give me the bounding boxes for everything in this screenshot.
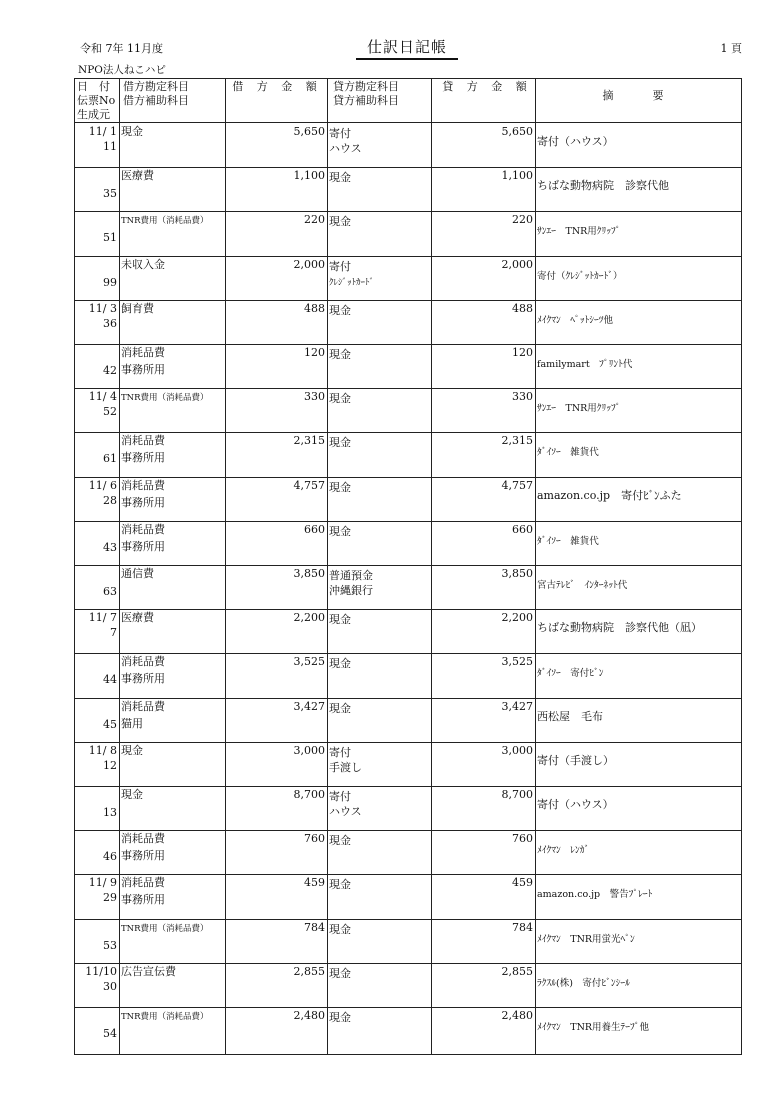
row-divider [75, 1007, 741, 1008]
memo-text: ｻﾝｴｰ TNR用ｸﾘｯﾌﾟ [537, 403, 621, 415]
row-divider [75, 786, 741, 787]
credit-amount: 3,850 [501, 567, 533, 580]
credit-account: 寄付 [329, 127, 351, 140]
debit-account: 通信費 [121, 567, 154, 580]
credit-account: 現金 [329, 1011, 351, 1024]
slip-number: 44 [103, 673, 117, 687]
debit-account: TNR費用（消耗品費） [121, 923, 209, 934]
memo-text: ﾒｲｸﾏﾝ ﾍﾟｯﾄｼｰﾂ他 [537, 314, 614, 326]
debit-sub-account: 事務所用 [121, 539, 165, 553]
credit-account: 現金 [329, 171, 351, 185]
debit-amount: 3,850 [293, 567, 325, 580]
memo-text: ﾀﾞｲｿｰ 雑貨代 [537, 447, 599, 459]
entry-date: 11/ 7 [88, 611, 117, 625]
memo-text: ﾒｲｸﾏﾝ ﾚﾝｶﾞ [537, 845, 590, 857]
debit-amount: 3,427 [293, 699, 325, 713]
debit-amount: 784 [304, 920, 325, 934]
slip-number: 42 [103, 364, 117, 377]
memo-text: ﾀﾞｲｿｰ 雑貨代 [537, 535, 599, 547]
debit-account-header [123, 80, 189, 108]
credit-account: 現金 [329, 215, 351, 229]
credit-amount: 330 [512, 390, 533, 404]
credit-amount-header: 貸 方 金 額 [442, 80, 532, 93]
debit-sub-header-line: 借方補助科目 [123, 94, 189, 107]
credit-amount: 1,100 [501, 169, 533, 183]
credit-amount: 760 [512, 832, 533, 846]
debit-amount: 5,650 [293, 125, 325, 138]
credit-amount: 488 [512, 301, 533, 315]
debit-account: TNR費用（消耗品費） [121, 1012, 209, 1022]
credit-amount: 4,757 [501, 478, 533, 492]
row-divider [75, 344, 741, 345]
memo-text: ちばな動物病院 診察代他（凪） [537, 621, 702, 635]
debit-account: 消耗品費 [121, 346, 165, 359]
memo-text: 寄付（手渡し） [537, 753, 614, 767]
debit-amount: 4,757 [293, 478, 325, 492]
slip-number: 46 [103, 850, 117, 864]
debit-amount: 8,700 [293, 788, 325, 801]
credit-account: 現金 [329, 701, 351, 715]
debit-account: 消耗品費 [121, 876, 165, 890]
credit-account: 現金 [329, 966, 351, 980]
credit-account: 寄付 [329, 745, 351, 759]
credit-account: 現金 [329, 834, 351, 848]
credit-account: 現金 [329, 613, 351, 627]
debit-account: 消耗品費 [121, 478, 165, 492]
credit-amount: 2,480 [501, 1009, 533, 1022]
credit-amount: 3,427 [501, 699, 533, 713]
credit-account: 普通預金 [329, 569, 373, 582]
debit-sub-account: 事務所用 [121, 495, 165, 509]
slip-number: 53 [103, 938, 117, 952]
debit-account: 消耗品費 [121, 655, 165, 669]
debit-amount: 2,855 [293, 964, 325, 978]
debit-sub-account: 事務所用 [121, 893, 165, 907]
credit-account: 寄付 [329, 790, 351, 803]
slip-number: 35 [103, 187, 117, 201]
credit-sub-account: ハウス [329, 142, 362, 155]
table-row [75, 830, 741, 874]
entry-date: 11/ 9 [88, 876, 117, 890]
table-row [75, 521, 741, 565]
memo-text: ﾗｸｽﾙ(株) 寄付ﾋﾞﾝｼｰﾙ [537, 977, 630, 989]
period-label: 令和 7年 11月度 [80, 42, 163, 55]
debit-account: 飼育費 [121, 301, 154, 315]
table-row [75, 963, 741, 1007]
credit-amount: 3,000 [501, 743, 533, 757]
memo-text: 寄付（ｸﾚｼﾞｯﾄｶｰﾄﾞ） [537, 270, 623, 282]
slip-number: 54 [103, 1027, 117, 1040]
credit-account: 現金 [329, 657, 351, 671]
credit-account: 寄付 [329, 259, 351, 273]
entry-date: 11/ 8 [88, 743, 117, 757]
entry-date: 11/ 3 [88, 301, 117, 315]
debit-sub-account: 事務所用 [121, 363, 165, 376]
row-divider [75, 830, 741, 831]
memo-text: ﾒｲｸﾏﾝ TNR用養生ﾃｰﾌﾟ他 [537, 1022, 650, 1033]
slip-number: 52 [103, 405, 117, 419]
table-row [75, 565, 741, 609]
row-divider [75, 919, 741, 920]
debit-amount: 488 [304, 301, 325, 315]
debit-amount: 120 [304, 346, 325, 359]
row-divider [75, 432, 741, 433]
memo-text: familymart ﾌﾟﾘﾝﾄ代 [537, 359, 633, 370]
table-row [75, 477, 741, 521]
debit-account: 広告宣伝費 [121, 964, 176, 978]
document-title: 仕訳日記帳 [356, 36, 458, 60]
row-divider [75, 874, 741, 875]
table-row [75, 698, 741, 742]
credit-account: 現金 [329, 303, 351, 317]
table-row [75, 919, 741, 963]
row-divider [75, 963, 741, 964]
memo-header: 摘 要 [602, 89, 678, 102]
credit-amount: 2,200 [501, 611, 533, 625]
credit-account: 現金 [329, 348, 351, 361]
date-column-header [77, 80, 121, 122]
credit-account: 現金 [329, 922, 351, 936]
table-row [75, 653, 741, 697]
credit-amount: 220 [512, 213, 533, 227]
table-row [75, 300, 741, 344]
debit-amount: 2,000 [293, 257, 325, 271]
debit-account: 医療費 [121, 169, 154, 183]
table-row [75, 786, 741, 830]
debit-sub-account: 猫用 [121, 716, 143, 730]
credit-amount: 2,000 [501, 257, 533, 271]
debit-amount: 330 [304, 390, 325, 404]
row-divider [75, 211, 741, 212]
debit-amount: 2,315 [293, 434, 325, 448]
debit-account: 医療費 [121, 611, 154, 625]
row-divider [75, 521, 741, 522]
memo-text: ｻﾝｴｰ TNR用ｸﾘｯﾌﾟ [537, 226, 621, 238]
memo-text: amazon.co.jp 警告ﾌﾟﾚｰﾄ [537, 889, 653, 901]
debit-amount: 3,000 [293, 743, 325, 757]
debit-sub-account: 事務所用 [121, 849, 165, 863]
debit-amount: 660 [304, 522, 325, 536]
credit-account: 現金 [329, 436, 351, 450]
organization-name: NPO法人ねこハピ [78, 64, 166, 76]
source-header-line: 生成元 [77, 108, 110, 121]
slip-number: 12 [103, 758, 117, 772]
table-row [75, 874, 741, 918]
table-row [75, 123, 741, 167]
journal-table [74, 78, 742, 1055]
slip-number: 61 [103, 452, 117, 466]
debit-account: 現金 [121, 788, 143, 801]
slip-number: 13 [103, 806, 117, 819]
credit-account-header-line: 貸方勘定科目 [333, 80, 399, 93]
row-divider [75, 300, 741, 301]
slip-number: 63 [103, 585, 117, 598]
row-divider [75, 477, 741, 478]
memo-text: ﾒｲｸﾏﾝ TNR用蛍光ﾍﾟﾝ [537, 933, 635, 945]
table-row [75, 742, 741, 786]
credit-amount: 660 [512, 522, 533, 536]
row-divider [75, 388, 741, 389]
table-row [75, 167, 741, 211]
debit-account: 消耗品費 [121, 699, 165, 713]
entry-date: 11/ 4 [88, 390, 117, 404]
row-divider [75, 698, 741, 699]
table-row [75, 388, 741, 432]
entry-date: 11/10 [85, 964, 117, 978]
entry-date: 11/ 6 [88, 478, 117, 492]
debit-amount-header: 借 方 金 額 [232, 80, 322, 93]
slip-number: 30 [103, 979, 117, 993]
credit-sub-account: ハウス [329, 805, 362, 818]
debit-account: 現金 [121, 743, 143, 757]
credit-sub-account: ｸﾚｼﾞｯﾄｶｰﾄﾞ [329, 277, 375, 288]
row-divider [75, 742, 741, 743]
debit-account: 現金 [121, 125, 143, 138]
credit-sub-account: 沖縄銀行 [329, 584, 373, 597]
debit-account: TNR費用（消耗品費） [121, 216, 209, 227]
table-row [75, 344, 741, 388]
memo-text: 西松屋 毛布 [537, 709, 603, 723]
memo-text: 宮古ﾃﾚﾋﾞ ｲﾝﾀｰﾈｯﾄ代 [537, 580, 628, 591]
debit-account: 消耗品費 [121, 832, 165, 846]
credit-amount: 5,650 [501, 125, 533, 138]
debit-sub-account: 事務所用 [121, 451, 165, 465]
debit-amount: 1,100 [293, 169, 325, 183]
row-divider [75, 565, 741, 566]
credit-account: 現金 [329, 392, 351, 406]
table-row [75, 211, 741, 255]
credit-account-header [333, 80, 399, 108]
memo-text: ちばな動物病院 診察代他 [537, 179, 669, 193]
table-row [75, 1007, 741, 1051]
debit-account: 未収入金 [121, 257, 165, 271]
table-row [75, 609, 741, 653]
credit-amount: 459 [512, 876, 533, 890]
credit-account: 現金 [329, 480, 351, 494]
credit-amount: 120 [512, 346, 533, 359]
slip-number: 45 [103, 717, 117, 731]
credit-amount: 784 [512, 920, 533, 934]
credit-amount: 2,315 [501, 434, 533, 448]
row-divider [75, 653, 741, 654]
debit-amount: 220 [304, 213, 325, 227]
debit-amount: 459 [304, 876, 325, 890]
table-row [75, 256, 741, 300]
row-divider [75, 256, 741, 257]
slip-number: 99 [103, 275, 117, 289]
credit-amount: 2,855 [501, 964, 533, 978]
entry-date: 11/ 1 [88, 125, 117, 138]
debit-account: 消耗品費 [121, 434, 165, 448]
debit-amount: 2,480 [293, 1009, 325, 1022]
slip-number: 7 [110, 626, 117, 640]
table-row [75, 432, 741, 476]
credit-sub-header-line: 貸方補助科目 [333, 94, 399, 107]
memo-text: ﾀﾞｲｿｰ 寄付ﾋﾞﾝ [537, 668, 604, 680]
slip-number: 43 [103, 540, 117, 554]
slip-number: 51 [103, 231, 117, 245]
row-divider [75, 167, 741, 168]
slip-number: 29 [103, 891, 117, 905]
slip-number: 36 [103, 316, 117, 330]
row-divider [75, 609, 741, 610]
date-header-line: 日 付 [77, 80, 110, 93]
credit-amount: 8,700 [501, 788, 533, 801]
credit-sub-account: 手渡し [329, 760, 362, 774]
debit-amount: 3,525 [293, 655, 325, 669]
memo-text: 寄付（ハウス） [537, 135, 614, 148]
debit-account: 消耗品費 [121, 522, 165, 536]
debit-account-header-line: 借方勘定科目 [123, 80, 189, 93]
memo-text: amazon.co.jp 寄付ﾋﾞﾝふた [537, 488, 682, 502]
debit-sub-account: 事務所用 [121, 672, 165, 686]
slip-number: 11 [103, 140, 117, 153]
debit-amount: 760 [304, 832, 325, 846]
memo-text: 寄付（ハウス） [537, 798, 614, 811]
debit-amount: 2,200 [293, 611, 325, 625]
credit-amount: 3,525 [501, 655, 533, 669]
credit-account: 現金 [329, 878, 351, 892]
credit-account: 現金 [329, 524, 351, 538]
page-number: 1 頁 [720, 42, 742, 55]
slip-number: 28 [103, 493, 117, 507]
slip-no-header-line: 伝票No [77, 94, 116, 107]
debit-account: TNR費用（消耗品費） [121, 393, 209, 404]
